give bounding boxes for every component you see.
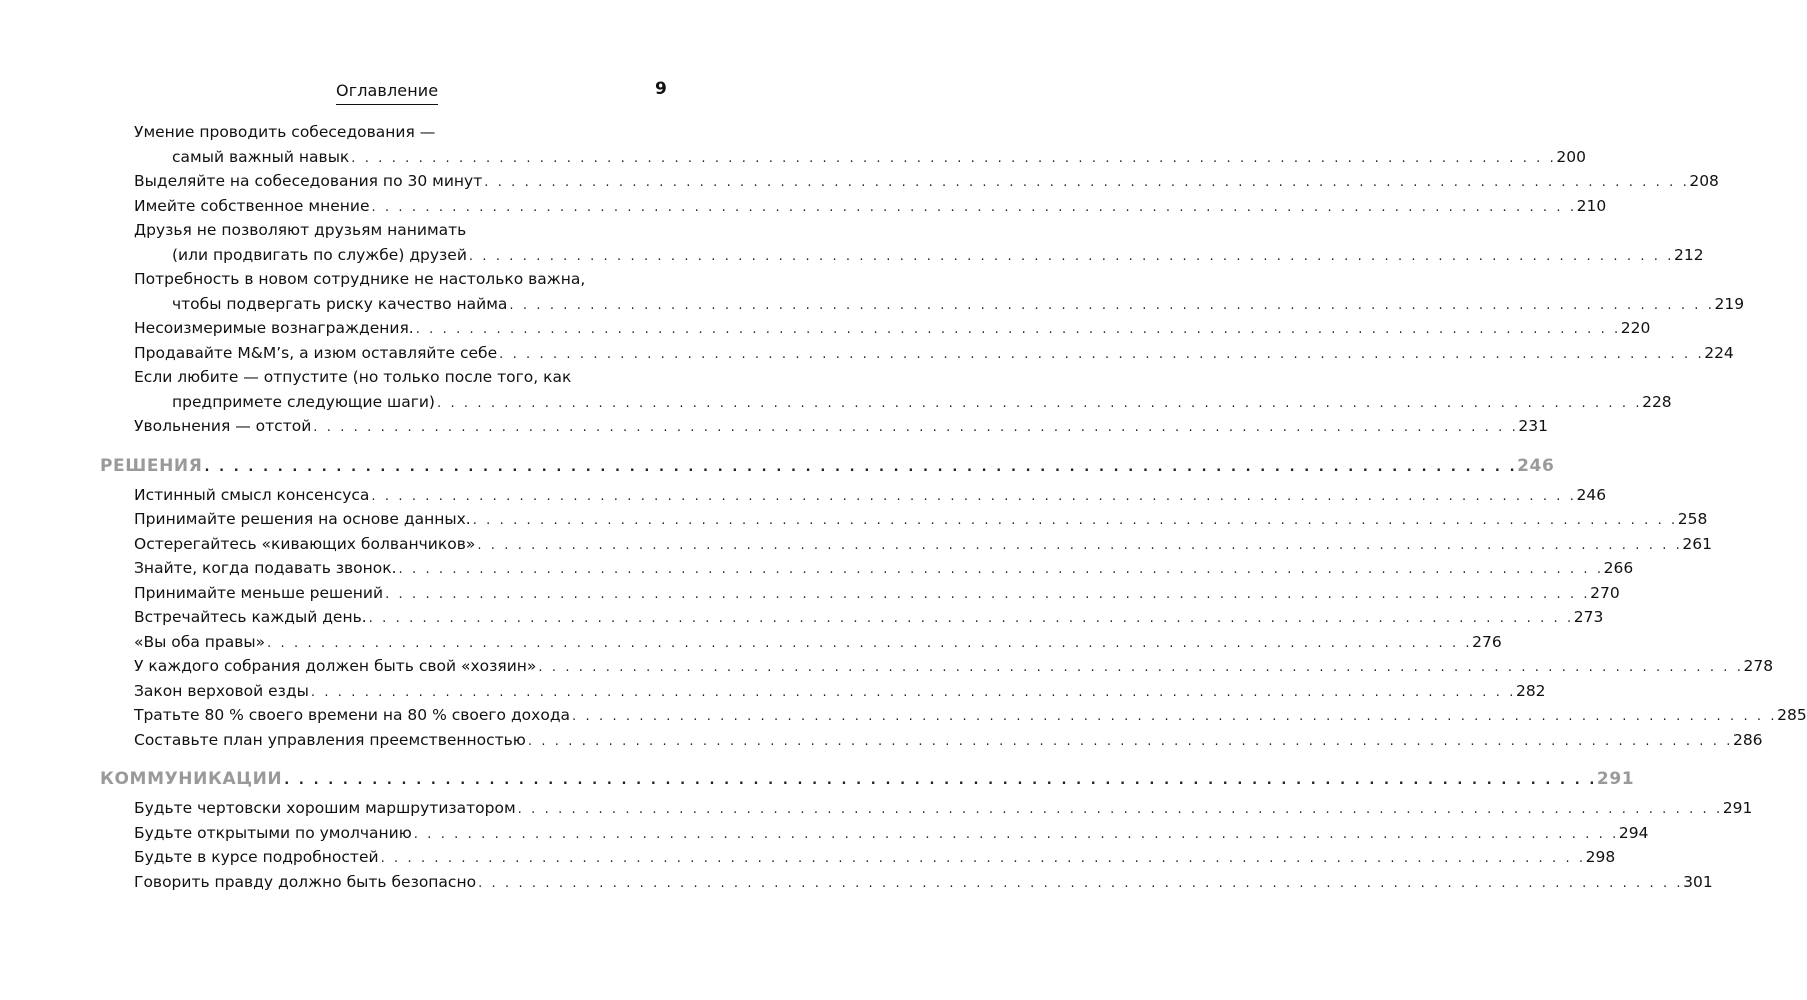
toc-entry[interactable] <box>0 605 1604 630</box>
section-title: КОММУНИКАЦИИ <box>100 769 283 789</box>
dot-leader: . . . . . . . . . . . . . . . . . . . . . . . . . . . . . . . . . . . . . . . . . . . . . . . . . . . . . . . . . . . . . . . . . . . . . . . . . . . . . . . . . . . . . . . . . . <box>267 635 1473 651</box>
page-number: 9 <box>655 79 667 99</box>
toc-entry-title: Будьте в курсе подробностей <box>134 848 379 866</box>
toc-entry-title: Знайте, когда подавать звонок. <box>134 559 397 577</box>
toc-entry[interactable] <box>0 316 1651 341</box>
dot-leader: . . . . . . . . . . . . . . . . . . . . . . . . . . . . . . . . . . . . . . . . . . . . . . . . . . . . . . . . . . . . . . . . . . . . . . . . . . . . . . . . . . . . . . . . . . <box>310 684 1516 700</box>
dot-leader: . . . . . . . . . . . . . . . . . . . . . . . . . . . . . . . . . . . . . . . . . . . . . . . . . . . . . . . . . . . . . . . . . . . . . . . . . . . . . . . . . . . . . . . . . . <box>468 248 1674 264</box>
toc-entry-page: 286 <box>1732 730 1763 749</box>
toc-entry-page: 291 <box>1722 799 1753 817</box>
dot-leader: . . . . . . . . . . . . . . . . . . . . . . . . . . . . . . . . . . . . . . . . . . . . . . . . . . . . . . . . . . . . . . . . . . . . . . . . . . . . . . . . . . . . . . . . . . <box>436 395 1643 411</box>
toc-entry[interactable] <box>0 796 1753 821</box>
toc-entry-page: 208 <box>1689 172 1719 190</box>
toc-entry[interactable] <box>0 845 1616 870</box>
dot-leader: . . . . . . . . . . . . . . . . . . . . . . . . . . . . . . . . . . . . . . . . . . . . . . . . . . . . . . . . . . . . . . . . . . . . . . . . . . . . . . . . . . . . . . . . . . <box>499 346 1705 362</box>
running-head-title: Оглавление <box>336 81 438 105</box>
toc-entry[interactable] <box>0 267 1745 316</box>
dot-leader: . . . . . . . . . . . . . . . . . . . . . . . . . . . . . . . . . . . . . . . . . . . . . . . . . . . . . . . . . . . . . . . . . . . . . . . . . . . . . . . . . . . . . . . . . . <box>538 660 1744 675</box>
section-title: РЕШЕНИЯ <box>100 455 203 476</box>
toc-entry[interactable] <box>0 630 1502 655</box>
toc-entry-title: Говорить правду должно быть безопасно <box>134 872 477 891</box>
toc-entry-page: 224 <box>1704 343 1734 362</box>
toc-entry-page: 278 <box>1743 657 1774 675</box>
dot-leader: . . . . . . . . . . . . . . . . . . . . . . . . . . . . . . . . . . . . . . . . . . . . . . . . . . . . . . . . . . . . . . . . . . . . . . . . . . . . . . . . . . . . . . . . . . <box>385 586 1591 602</box>
toc-entry[interactable] <box>0 169 1719 194</box>
toc-entry-title: Имейте собственное мнение <box>134 196 370 215</box>
dot-leader: . . . . . . . . . . . . . . . . . . . . . . . . . . . . . . . . . . . . . . . . . . . . . . . . . . . . . . . . . . . . . . . . . . . . . . . . . . . . . . . . . . . . . . . . . . <box>517 802 1723 817</box>
toc-section-heading[interactable] <box>0 762 1635 796</box>
toc-entry-page: 285 <box>1777 706 1807 724</box>
toc-entry[interactable] <box>0 703 1807 728</box>
toc-entry-page: 210 <box>1576 196 1607 215</box>
dot-leader: . . . . . . . . . . . . . . . . . . . . . . . . . . . . . . . . . . . . . . . . . . . . . . . . . . . . . . . . . . . . . . . . . . . . . . . . . . . . . . . . . . . . . . . . . . <box>477 537 1683 553</box>
section-page: 291 <box>1596 769 1635 789</box>
toc-entry-title: Встречайтесь каждый день. <box>134 608 367 626</box>
toc-entry-title: (или продвигать по службе) друзей <box>172 245 467 264</box>
toc-entry-page: 266 <box>1603 559 1634 577</box>
toc-entry[interactable] <box>0 556 1634 581</box>
toc-entry[interactable] <box>0 483 1607 508</box>
toc-entry-page: 231 <box>1518 417 1548 435</box>
toc-entry-page: 282 <box>1515 681 1546 700</box>
toc-entry-title: Потребность в новом сотруднике не настолько важна, <box>134 270 586 288</box>
toc-entry[interactable] <box>0 120 1586 169</box>
dot-leader: . . . . . . . . . . . . . . . . . . . . . . . . . . . . . . . . . . . . . . . . . . . . . . . . . . . . . . . . . . . . . . . . . . . . . . . . . . . . . . . . . . . . . . . . . . <box>204 459 1518 475</box>
toc-entry[interactable] <box>0 365 1672 414</box>
toc-entry-page: 220 <box>1620 319 1651 337</box>
toc-entry-page: 212 <box>1674 245 1704 264</box>
toc-entry-title: Увольнения — отстой <box>134 417 312 435</box>
toc-entry[interactable] <box>0 218 1704 267</box>
toc-entry[interactable] <box>0 654 1774 679</box>
toc-entry[interactable] <box>0 532 1712 557</box>
section-page: 246 <box>1517 455 1555 476</box>
dot-leader: . . . . . . . . . . . . . . . . . . . . . . . . . . . . . . . . . . . . . . . . . . . . . . . . . . . . . . . . . . . . . . . . . . . . . . . . . . . . . . . . . . . . . . . . . . <box>472 513 1678 528</box>
toc-entry-title: Друзья не позволяют друзьям нанимать <box>134 221 467 239</box>
table-of-contents <box>0 120 1807 894</box>
dot-leader: . . . . . . . . . . . . . . . . . . . . . . . . . . . . . . . . . . . . . . . . . . . . . . . . . . . . . . . . . . . . . . . . . . . . . . . . . . . . . . . . . . . . . . . . . . <box>368 611 1574 626</box>
dot-leader: . . . . . . . . . . . . . . . . . . . . . . . . . . . . . . . . . . . . . . . . . . . . . . . . . . . . . . . . . . . . . . . . . . . . . . . . . . . . . . . . . . . . . . . . . . <box>415 322 1621 337</box>
toc-entry-page: 273 <box>1573 608 1604 626</box>
toc-entry[interactable] <box>0 507 1708 532</box>
toc-entry-page: 276 <box>1472 632 1502 651</box>
toc-entry-page: 200 <box>1556 147 1586 166</box>
toc-entry-title: предпримете следующие шаги) <box>172 392 435 411</box>
toc-entry-page: 246 <box>1576 485 1607 504</box>
dot-leader: . . . . . . . . . . . . . . . . . . . . . . . . . . . . . . . . . . . . . . . . . . . . . . . . . . . . . . . . . . . . . . . . . . . . . . . . . . . . . . . . . . . . . . . . . . <box>371 199 1577 215</box>
page-header <box>0 78 800 108</box>
toc-entry[interactable] <box>0 341 1734 366</box>
dot-leader: . . . . . . . . . . . . . . . . . . . . . . . . . . . . . . . . . . . . . . . . . . . . . . . . . . . . . . . . . . . . . . . . . . . . . . . . . . . . . . . . . . . . . . . . . . <box>413 826 1619 842</box>
toc-entry-page: 298 <box>1585 848 1616 866</box>
toc-entry-title: Продавайте M&M’s, а изюм оставляйте себе <box>134 343 498 362</box>
toc-entry[interactable] <box>0 821 1649 846</box>
toc-entry-page: 261 <box>1682 534 1712 553</box>
dot-leader: . . . . . . . . . . . . . . . . . . . . . . . . . . . . . . . . . . . . . . . . . . . . . . . . . . . . . . . . . . . . . . . . . . . . . . . . . . . . . . . . . . . . . . . . . . <box>478 875 1684 891</box>
toc-entry[interactable] <box>0 414 1548 439</box>
toc-entry-title: Принимайте меньше решений <box>134 583 384 602</box>
dot-leader: . . . . . . . . . . . . . . . . . . . . . . . . . . . . . . . . . . . . . . . . . . . . . . . . . . . . . . . . . . . . . . . . . . . . . . . . . . . . . . . . . . . . . . . . . . <box>484 175 1690 190</box>
toc-entry-title: Умение проводить собеседования — <box>134 123 436 141</box>
toc-entry-title: Составьте план управления преемственностью <box>134 730 526 749</box>
toc-entry-page: 228 <box>1642 392 1672 411</box>
toc-entry-title: Будьте открытыми по умолчанию <box>134 823 412 842</box>
toc-entry-title: Тратьте 80 % своего времени на 80 % своего дохода <box>134 706 571 724</box>
dot-leader: . . . . . . . . . . . . . . . . . . . . . . . . . . . . . . . . . . . . . . . . . . . . . . . . . . . . . . . . . . . . . . . . . . . . . . . . . . . . . . . . . . . . . . . . . . <box>380 851 1586 866</box>
dot-leader: . . . . . . . . . . . . . . . . . . . . . . . . . . . . . . . . . . . . . . . . . . . . . . . . . . . . . . . . . . . . . . . . . . . . . . . . . . . . . . . . . . . . . . . . . . <box>509 297 1715 313</box>
toc-entry-title: самый важный навык <box>172 147 350 166</box>
toc-entry-title: Если любите — отпустите (но только после того, как <box>134 368 572 386</box>
dot-leader: . . . . . . . . . . . . . . . . . . . . . . . . . . . . . . . . . . . . . . . . . . . . . . . . . . . . . . . . . . . . . . . . . . . . . . . . . . . . . . . . . . . . . . . . . . <box>351 150 1557 166</box>
toc-entry-page: 270 <box>1590 583 1620 602</box>
toc-entry-title: чтобы подвергать риску качество найма <box>172 294 508 313</box>
toc-entry-title: Выделяйте на собеседования по 30 минут <box>134 172 483 190</box>
dot-leader: . . . . . . . . . . . . . . . . . . . . . . . . . . . . . . . . . . . . . . . . . . . . . . . . . . . . . . . . . . . . . . . . . . . . . . . . . . . . . . . . . . . . . . . . . . <box>527 733 1733 749</box>
dot-leader: . . . . . . . . . . . . . . . . . . . . . . . . . . . . . . . . . . . . . . . . . . . . . . . . . . . . . . . . . . . . . . . . . . . . . . . . . . . . . . . . . . . . . . . . . . <box>572 709 1778 724</box>
toc-entry[interactable] <box>0 581 1620 606</box>
toc-entry-page: 258 <box>1677 510 1708 528</box>
dot-leader: . . . . . . . . . . . . . . . . . . . . . . . . . . . . . . . . . . . . . . . . . . . . . . . . . . . . . . . . . . . . . . . . . . . . . . . . . . . . . . . . . . . . . . . . . . <box>313 420 1519 435</box>
toc-entry[interactable] <box>0 870 1713 895</box>
toc-entry-title: Будьте чертовски хорошим маршрутизатором <box>134 799 516 817</box>
dot-leader: . . . . . . . . . . . . . . . . . . . . . . . . . . . . . . . . . . . . . . . . . . . . . . . . . . . . . . . . . . . . . . . . . . . . . . . . . . . . . . . . . . . . . . . . . . <box>371 488 1577 504</box>
toc-entry-title: У каждого собрания должен быть свой «хозяин» <box>134 657 537 675</box>
toc-entry-title: Истинный смысл консенсуса <box>134 485 370 504</box>
toc-entry[interactable] <box>0 194 1607 219</box>
toc-entry-page: 219 <box>1714 294 1745 313</box>
toc-entry-title: Несоизмеримые вознаграждения. <box>134 319 414 337</box>
toc-entry-title: Закон верховой езды <box>134 681 309 700</box>
toc-section-heading[interactable] <box>0 449 1555 483</box>
toc-entry-page: 301 <box>1683 872 1713 891</box>
toc-entry-title: «Вы оба правы» <box>134 632 266 651</box>
toc-entry[interactable] <box>0 679 1546 704</box>
dot-leader: . . . . . . . . . . . . . . . . . . . . . . . . . . . . . . . . . . . . . . . . . . . . . . . . . . . . . . . . . . . . . . . . . . . . . . . . . . . . . . . . . . . . . . . . . . <box>284 773 1597 788</box>
toc-entry-page: 294 <box>1618 823 1649 842</box>
toc-entry[interactable] <box>0 728 1763 753</box>
dot-leader: . . . . . . . . . . . . . . . . . . . . . . . . . . . . . . . . . . . . . . . . . . . . . . . . . . . . . . . . . . . . . . . . . . . . . . . . . . . . . . . . . . . . . . . . . . <box>398 562 1604 577</box>
toc-entry-title: Остерегайтесь «кивающих болванчиков» <box>134 534 476 553</box>
toc-entry-title: Принимайте решения на основе данных. <box>134 510 471 528</box>
